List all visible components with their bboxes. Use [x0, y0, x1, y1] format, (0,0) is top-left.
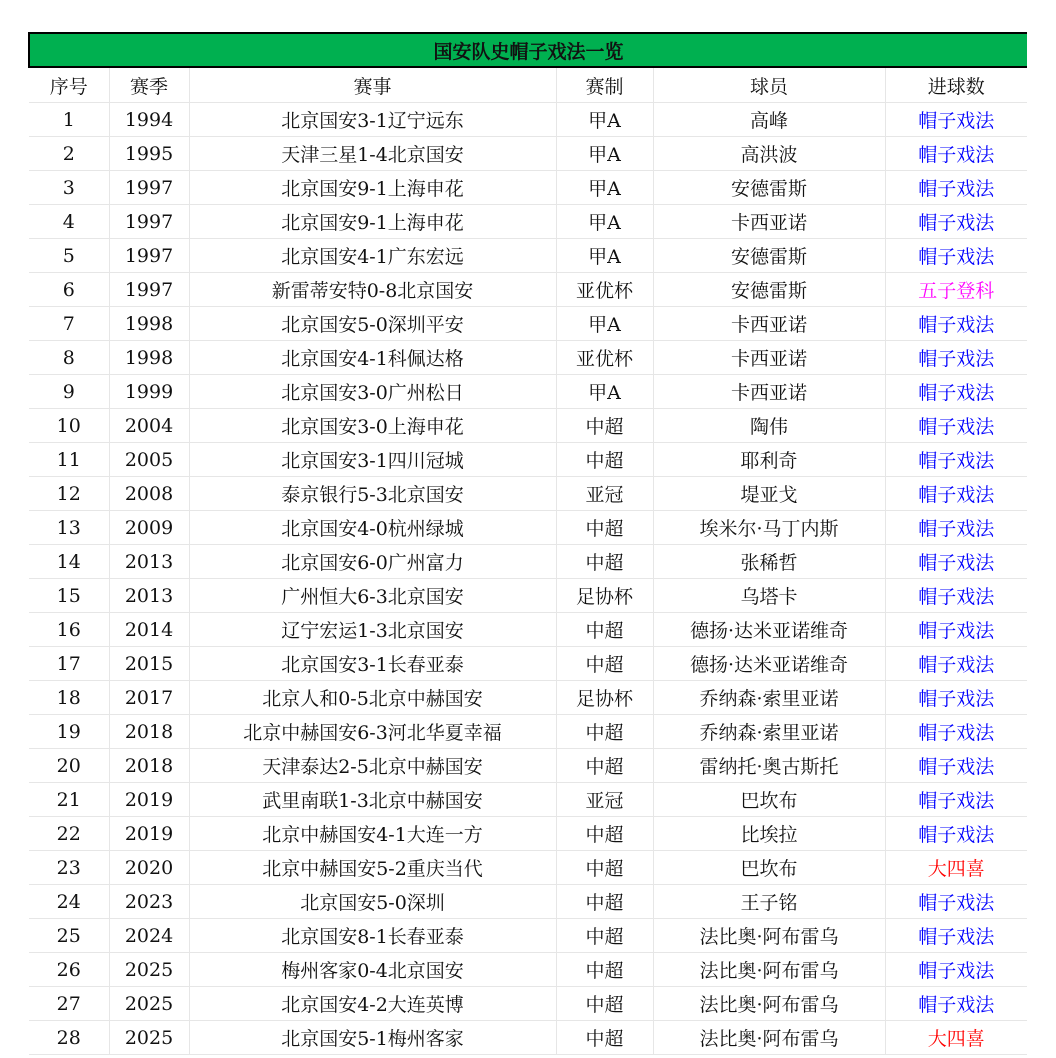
cell-player: 法比奥·阿布雷乌 [653, 987, 885, 1021]
cell-player: 安德雷斯 [653, 171, 885, 205]
cell-match: 北京国安3-1长春亚泰 [189, 647, 556, 681]
cell-player: 张稀哲 [653, 545, 885, 579]
table-row [29, 579, 1027, 613]
cell-season: 2018 [109, 715, 189, 749]
cell-competition: 中超 [556, 715, 653, 749]
cell-goals: 帽子戏法 [885, 307, 1027, 341]
cell-player: 巴坎布 [653, 851, 885, 885]
cell-season: 2024 [109, 919, 189, 953]
cell-player: 卡西亚诺 [653, 205, 885, 239]
cell-competition: 中超 [556, 817, 653, 851]
table-row [29, 953, 1027, 987]
cell-competition: 中超 [556, 443, 653, 477]
cell-season: 2018 [109, 749, 189, 783]
cell-player: 高洪波 [653, 137, 885, 171]
cell-goals: 帽子戏法 [885, 817, 1027, 851]
title-row [29, 33, 1027, 67]
cell-competition: 亚冠 [556, 477, 653, 511]
cell-no: 9 [29, 375, 109, 409]
cell-season: 2013 [109, 579, 189, 613]
cell-goals: 帽子戏法 [885, 885, 1027, 919]
cell-player: 巴坎布 [653, 783, 885, 817]
cell-match: 北京国安5-0深圳平安 [189, 307, 556, 341]
hat-trick-table [28, 32, 1027, 1055]
cell-match: 新雷蒂安特0-8北京国安 [189, 273, 556, 307]
cell-player: 德扬·达米亚诺维奇 [653, 647, 885, 681]
table-row [29, 443, 1027, 477]
cell-competition: 中超 [556, 953, 653, 987]
cell-goals: 帽子戏法 [885, 579, 1027, 613]
header-competition: 赛制 [556, 67, 653, 103]
cell-player: 乔纳森·索里亚诺 [653, 715, 885, 749]
cell-player: 法比奥·阿布雷乌 [653, 1021, 885, 1055]
table-row [29, 1021, 1027, 1055]
cell-goals: 帽子戏法 [885, 443, 1027, 477]
cell-competition: 亚优杯 [556, 273, 653, 307]
cell-competition: 甲A [556, 205, 653, 239]
table-row [29, 545, 1027, 579]
table-row [29, 613, 1027, 647]
table-row [29, 307, 1027, 341]
cell-player: 堤亚戈 [653, 477, 885, 511]
cell-goals: 帽子戏法 [885, 613, 1027, 647]
table-row [29, 851, 1027, 885]
table-row [29, 885, 1027, 919]
cell-no: 20 [29, 749, 109, 783]
cell-match: 北京中赫国安6-3河北华夏幸福 [189, 715, 556, 749]
cell-season: 1999 [109, 375, 189, 409]
table-row [29, 477, 1027, 511]
cell-match: 北京国安6-0广州富力 [189, 545, 556, 579]
cell-match: 广州恒大6-3北京国安 [189, 579, 556, 613]
table-row [29, 783, 1027, 817]
cell-match: 天津泰达2-5北京中赫国安 [189, 749, 556, 783]
cell-player: 卡西亚诺 [653, 341, 885, 375]
cell-goals: 五子登科 [885, 273, 1027, 307]
cell-player: 法比奥·阿布雷乌 [653, 953, 885, 987]
cell-goals: 大四喜 [885, 851, 1027, 885]
cell-competition: 中超 [556, 749, 653, 783]
cell-competition: 甲A [556, 239, 653, 273]
cell-no: 1 [29, 103, 109, 137]
cell-player: 耶利奇 [653, 443, 885, 477]
cell-goals: 帽子戏法 [885, 103, 1027, 137]
cell-competition: 中超 [556, 987, 653, 1021]
cell-player: 卡西亚诺 [653, 375, 885, 409]
cell-season: 2013 [109, 545, 189, 579]
cell-no: 13 [29, 511, 109, 545]
cell-goals: 帽子戏法 [885, 239, 1027, 273]
cell-no: 26 [29, 953, 109, 987]
cell-goals: 帽子戏法 [885, 137, 1027, 171]
cell-goals: 帽子戏法 [885, 477, 1027, 511]
cell-competition: 中超 [556, 851, 653, 885]
cell-no: 28 [29, 1021, 109, 1055]
cell-no: 27 [29, 987, 109, 1021]
cell-season: 2020 [109, 851, 189, 885]
cell-competition: 甲A [556, 307, 653, 341]
table-row [29, 409, 1027, 443]
cell-no: 2 [29, 137, 109, 171]
cell-season: 1997 [109, 171, 189, 205]
cell-no: 6 [29, 273, 109, 307]
cell-goals: 帽子戏法 [885, 409, 1027, 443]
table-title: 国安队史帽子戏法一览 [29, 33, 1027, 67]
cell-competition: 中超 [556, 885, 653, 919]
table-row [29, 273, 1027, 307]
cell-no: 4 [29, 205, 109, 239]
cell-no: 24 [29, 885, 109, 919]
cell-no: 3 [29, 171, 109, 205]
cell-player: 埃米尔·马丁内斯 [653, 511, 885, 545]
cell-season: 1995 [109, 137, 189, 171]
cell-competition: 中超 [556, 613, 653, 647]
cell-player: 乔纳森·索里亚诺 [653, 681, 885, 715]
cell-match: 北京人和0-5北京中赫国安 [189, 681, 556, 715]
table-row [29, 817, 1027, 851]
cell-no: 15 [29, 579, 109, 613]
cell-match: 北京国安4-1广东宏远 [189, 239, 556, 273]
cell-season: 1997 [109, 205, 189, 239]
cell-competition: 足协杯 [556, 579, 653, 613]
cell-goals: 帽子戏法 [885, 919, 1027, 953]
cell-no: 23 [29, 851, 109, 885]
cell-goals: 帽子戏法 [885, 341, 1027, 375]
cell-season: 1998 [109, 307, 189, 341]
table-row [29, 749, 1027, 783]
cell-season: 1997 [109, 239, 189, 273]
cell-goals: 帽子戏法 [885, 749, 1027, 783]
cell-season: 2009 [109, 511, 189, 545]
cell-match: 北京国安3-0上海申花 [189, 409, 556, 443]
cell-player: 安德雷斯 [653, 273, 885, 307]
cell-competition: 中超 [556, 545, 653, 579]
cell-season: 2025 [109, 1021, 189, 1055]
header-season: 赛季 [109, 67, 189, 103]
cell-match: 武里南联1-3北京中赫国安 [189, 783, 556, 817]
cell-match: 天津三星1-4北京国安 [189, 137, 556, 171]
table-row [29, 715, 1027, 749]
cell-season: 2025 [109, 987, 189, 1021]
cell-no: 18 [29, 681, 109, 715]
cell-competition: 足协杯 [556, 681, 653, 715]
cell-match: 北京国安3-1辽宁远东 [189, 103, 556, 137]
cell-season: 2015 [109, 647, 189, 681]
cell-goals: 帽子戏法 [885, 171, 1027, 205]
cell-goals: 帽子戏法 [885, 953, 1027, 987]
cell-competition: 亚优杯 [556, 341, 653, 375]
cell-season: 2023 [109, 885, 189, 919]
table-row [29, 239, 1027, 273]
table-row [29, 647, 1027, 681]
table-row [29, 919, 1027, 953]
cell-no: 21 [29, 783, 109, 817]
cell-season: 1997 [109, 273, 189, 307]
cell-player: 卡西亚诺 [653, 307, 885, 341]
cell-season: 2025 [109, 953, 189, 987]
cell-season: 2004 [109, 409, 189, 443]
cell-match: 北京国安9-1上海申花 [189, 171, 556, 205]
cell-competition: 中超 [556, 511, 653, 545]
cell-no: 25 [29, 919, 109, 953]
cell-match: 北京国安4-1科佩达格 [189, 341, 556, 375]
table-row [29, 171, 1027, 205]
cell-player: 陶伟 [653, 409, 885, 443]
cell-goals: 帽子戏法 [885, 783, 1027, 817]
cell-season: 2014 [109, 613, 189, 647]
cell-competition: 甲A [556, 375, 653, 409]
cell-match: 辽宁宏运1-3北京国安 [189, 613, 556, 647]
cell-goals: 帽子戏法 [885, 375, 1027, 409]
cell-match: 泰京银行5-3北京国安 [189, 477, 556, 511]
cell-player: 王子铭 [653, 885, 885, 919]
cell-no: 5 [29, 239, 109, 273]
cell-match: 梅州客家0-4北京国安 [189, 953, 556, 987]
cell-competition: 甲A [556, 137, 653, 171]
cell-no: 14 [29, 545, 109, 579]
cell-no: 8 [29, 341, 109, 375]
cell-season: 2008 [109, 477, 189, 511]
cell-goals: 大四喜 [885, 1021, 1027, 1055]
cell-player: 高峰 [653, 103, 885, 137]
cell-competition: 甲A [556, 171, 653, 205]
table-body [29, 103, 1027, 1055]
cell-goals: 帽子戏法 [885, 987, 1027, 1021]
cell-no: 7 [29, 307, 109, 341]
cell-competition: 中超 [556, 647, 653, 681]
cell-competition: 中超 [556, 1021, 653, 1055]
cell-season: 2017 [109, 681, 189, 715]
cell-player: 乌塔卡 [653, 579, 885, 613]
cell-match: 北京国安5-0深圳 [189, 885, 556, 919]
cell-player: 安德雷斯 [653, 239, 885, 273]
cell-season: 2005 [109, 443, 189, 477]
cell-player: 法比奥·阿布雷乌 [653, 919, 885, 953]
cell-match: 北京国安4-2大连英博 [189, 987, 556, 1021]
table-row [29, 511, 1027, 545]
cell-match: 北京国安3-0广州松日 [189, 375, 556, 409]
cell-no: 17 [29, 647, 109, 681]
cell-goals: 帽子戏法 [885, 681, 1027, 715]
cell-no: 10 [29, 409, 109, 443]
header-goals: 进球数 [885, 67, 1027, 103]
hat-trick-sheet [28, 32, 1026, 1055]
cell-match: 北京国安9-1上海申花 [189, 205, 556, 239]
cell-player: 比埃拉 [653, 817, 885, 851]
cell-no: 11 [29, 443, 109, 477]
cell-competition: 甲A [556, 103, 653, 137]
cell-match: 北京中赫国安4-1大连一方 [189, 817, 556, 851]
header-match: 赛事 [189, 67, 556, 103]
cell-season: 1998 [109, 341, 189, 375]
header-player: 球员 [653, 67, 885, 103]
header-row [29, 67, 1027, 103]
cell-match: 北京国安3-1四川冠城 [189, 443, 556, 477]
table-row [29, 341, 1027, 375]
table-row [29, 137, 1027, 171]
cell-goals: 帽子戏法 [885, 647, 1027, 681]
cell-season: 2019 [109, 783, 189, 817]
cell-goals: 帽子戏法 [885, 511, 1027, 545]
cell-no: 12 [29, 477, 109, 511]
cell-goals: 帽子戏法 [885, 545, 1027, 579]
cell-player: 德扬·达米亚诺维奇 [653, 613, 885, 647]
table-row [29, 103, 1027, 137]
cell-match: 北京国安4-0杭州绿城 [189, 511, 556, 545]
cell-competition: 中超 [556, 409, 653, 443]
cell-no: 22 [29, 817, 109, 851]
cell-player: 雷纳托·奥古斯托 [653, 749, 885, 783]
cell-match: 北京国安5-1梅州客家 [189, 1021, 556, 1055]
cell-no: 16 [29, 613, 109, 647]
header-no: 序号 [29, 67, 109, 103]
cell-competition: 亚冠 [556, 783, 653, 817]
cell-no: 19 [29, 715, 109, 749]
table-row [29, 375, 1027, 409]
cell-competition: 中超 [556, 919, 653, 953]
cell-season: 1994 [109, 103, 189, 137]
cell-goals: 帽子戏法 [885, 715, 1027, 749]
cell-match: 北京国安8-1长春亚泰 [189, 919, 556, 953]
table-row [29, 681, 1027, 715]
table-row [29, 987, 1027, 1021]
table-row [29, 205, 1027, 239]
cell-season: 2019 [109, 817, 189, 851]
cell-match: 北京中赫国安5-2重庆当代 [189, 851, 556, 885]
cell-goals: 帽子戏法 [885, 205, 1027, 239]
